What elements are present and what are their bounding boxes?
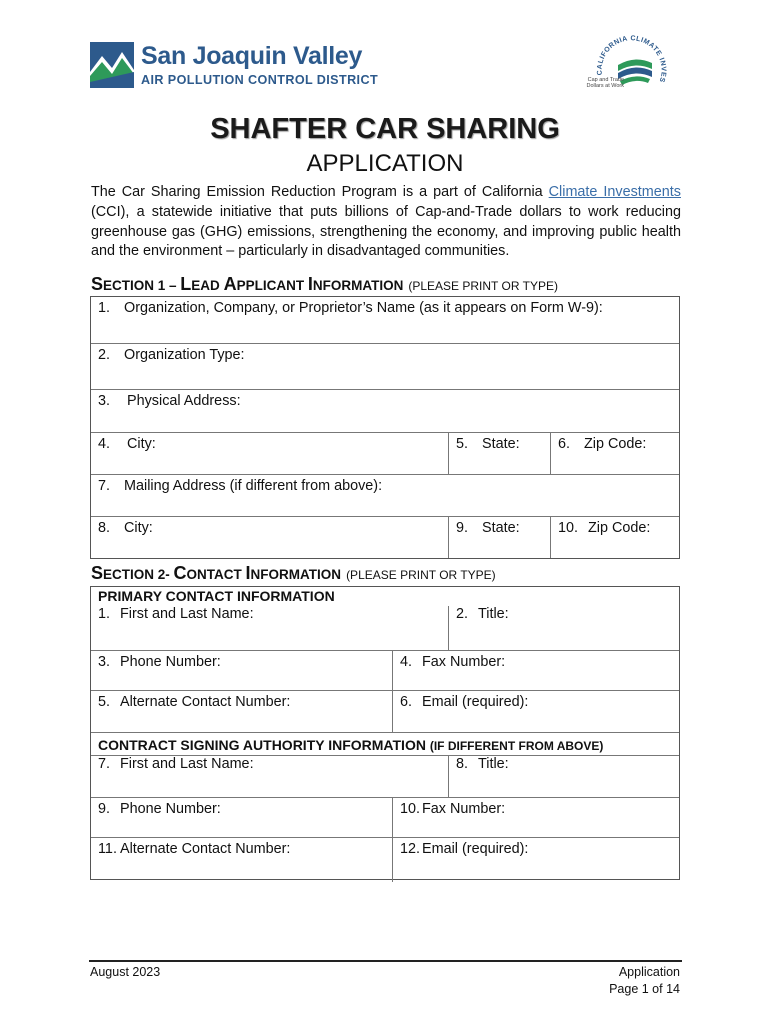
org-type-field[interactable]: 2. Organization Type: [98,347,245,363]
contract-title-field[interactable]: 8. Title: [448,756,679,797]
city-label: City: [127,436,156,452]
footer-divider [89,960,682,962]
footer-page-number: Page 1 of 14 [609,982,680,996]
primary-fax-label: Fax Number: [422,654,506,670]
primary-alt-number-field[interactable]: 5. Alternate Contact Number: [98,694,291,710]
contract-alt-number-field[interactable]: 11. Alternate Contact Number: [98,841,291,857]
cci-arc-text: CALIFORNIA CLIMATE INVES [596,35,667,84]
page-title: SHAFTER CAR SHARING [210,113,560,145]
form-row [91,475,679,517]
section-1-heading: SECTION 1 – LEAD APPLICANT INFORMATION (PLEASE PRINT OR TYPE) [91,274,558,294]
cci-caption-line-2: Dollars at Work [586,83,624,89]
cci-emblem-icon [580,25,670,103]
intro-text-start: The Car Sharing Emission Reduction Program is a part of California [91,184,549,200]
physical-address-field[interactable]: 3. Physical Address: [98,393,241,409]
section-2-heading: SECTION 2- CONTACT INFORMATION (PLEASE PRINT OR TYPE) [91,563,496,583]
primary-alt-number-label: Alternate Contact Number: [120,694,291,710]
cci-logo [580,25,670,103]
contract-phone-field[interactable]: 9. Phone Number: [98,801,221,817]
zip-code-label: Zip Code: [584,436,647,452]
primary-fax-field[interactable]: 4. Fax Number: [392,651,679,690]
form-row [91,517,679,558]
primary-phone-label: Phone Number: [120,654,221,670]
contract-fax-label: Fax Number: [422,801,506,817]
state-label: State: [482,436,520,452]
district-subtitle: AIR POLLUTION CONTROL DISTRICT [141,73,379,87]
mailing-address-field[interactable]: 7. Mailing Address (if different from above): [98,478,383,494]
form-row [91,433,679,475]
contract-fax-field[interactable]: 10. Fax Number: [392,798,679,837]
contract-phone-label: Phone Number: [120,801,221,817]
mailing-city-field[interactable]: 8. City: [98,520,153,536]
mailing-city-label: City: [124,520,153,536]
primary-title-label: Title: [478,606,509,622]
contract-band-note: (IF DIFFERENT FROM ABOVE) [429,739,604,753]
form-row [91,798,679,838]
form-row [91,606,679,651]
intro-text-end: (CCI), a statewide initiative that puts billions of Cap-and-Trade dollars to work reducing greenhouse gas (GHG) emissions, strengthening the economy, and improving public health and the environment – particularly in disadvantaged communities. [91,203,681,260]
mailing-address-label: Mailing Address (if different from above): [124,478,383,494]
footer-doc-name: Application [618,965,680,979]
primary-title-field[interactable]: 2. Title: [448,606,679,650]
org-type-label: Organization Type: [124,347,245,363]
mountain-logo-icon [90,42,134,88]
climate-investments-link[interactable]: Climate Investments [548,184,681,200]
intro-paragraph [91,183,681,262]
section-1-note: (PLEASE PRINT OR TYPE) [408,279,558,293]
state-field[interactable]: 5. State: [448,433,550,474]
zip-code-field[interactable]: 6. Zip Code: [550,433,679,474]
form-row [91,691,679,733]
org-name-field[interactable]: 1. Organization, Company, or Proprietor’s Name (as it appears on Form W-9): [98,300,603,316]
contract-band-title: CONTRACT SIGNING AUTHORITY INFORMATION [98,737,426,753]
page-subtitle: APPLICATION [306,150,464,177]
form-row [91,297,679,344]
lead-applicant-form [90,296,680,559]
primary-email-label: Email (required): [422,694,529,710]
form-row [91,651,679,691]
mailing-state-field[interactable]: 9. State: [448,517,550,558]
primary-contact-band: PRIMARY CONTACT INFORMATION [98,588,335,604]
form-row [91,344,679,390]
cci-caption [580,77,624,89]
primary-name-field[interactable]: 1. First and Last Name: [98,606,254,622]
org-name-label: Organization, Company, or Proprietor’s Name (as it appears on Form W-9): [124,300,603,316]
mailing-zip-code-label: Zip Code: [588,520,651,536]
contact-form [90,586,680,880]
contract-name-label: First and Last Name: [120,756,254,772]
district-logo [90,42,379,90]
district-name: San Joaquin Valley [141,42,363,70]
mailing-zip-code-field[interactable]: 10. Zip Code: [550,517,679,558]
city-field[interactable]: 4. City: [98,436,156,452]
cci-caption-line-1: Cap and Trade [587,77,624,83]
contract-title-label: Title: [478,756,509,772]
footer-date: August 2023 [90,965,161,979]
form-row [91,838,679,882]
contract-authority-band [91,733,679,755]
physical-address-label: Physical Address: [127,393,241,409]
form-row [91,755,679,798]
contract-name-field[interactable]: 7. First and Last Name: [98,756,254,772]
contract-email-label: Email (required): [422,841,529,857]
form-row [91,390,679,433]
contract-alt-number-label: Alternate Contact Number: [120,841,291,857]
primary-phone-field[interactable]: 3. Phone Number: [98,654,221,670]
primary-name-label: First and Last Name: [120,606,254,622]
mailing-state-label: State: [482,520,520,536]
section-2-note: (PLEASE PRINT OR TYPE) [346,568,496,582]
primary-email-field[interactable]: 6. Email (required): [392,691,679,732]
contract-email-field[interactable]: 12. Email (required): [392,838,679,882]
